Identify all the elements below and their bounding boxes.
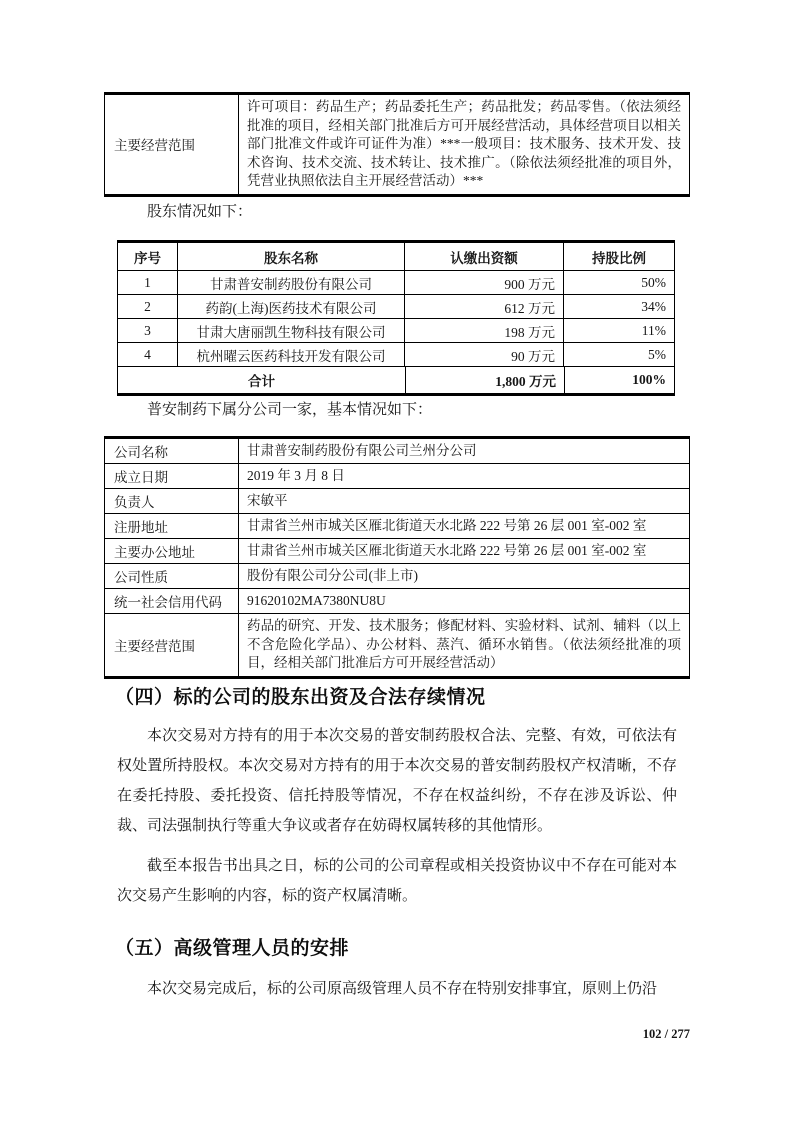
table-row xyxy=(118,319,674,343)
total-shareholding-ratio: 100% xyxy=(632,372,666,387)
shareholders-table xyxy=(117,240,675,396)
table-row xyxy=(118,295,674,319)
section4-paragraph-1: 本次交易对方持有的用于本次交易的普安制药股权合法、完整、有效，可依法有权处置所持股权。本次交易对方持有的用于本次交易的普安制药股权产权清晰，不存在委托持股、委托投资、信托持股等情况，不存在权益纠纷，不存在涉及诉讼、仲裁、司法强制执行等重大争议或者存在妨碍权属转移的其他情形。 xyxy=(117,728,677,834)
table-row xyxy=(118,271,674,295)
table-row xyxy=(105,489,689,514)
row-label: 主要办公地址 xyxy=(105,539,239,563)
section4-paragraph-2: 截至本报告书出具之日，标的公司的公司章程或相关投资协议中不存在可能对本次交易产生影响的内容，标的资产权属清晰。 xyxy=(117,858,677,904)
row-value: 甘肃省兰州市城关区雁北街道天水北路 222 号第 26 层 001 室-002 室 xyxy=(247,542,647,558)
cell-subscribed-capital: 90 万元 xyxy=(405,343,564,366)
branch-info-table xyxy=(104,436,690,679)
row-value: 91620102MA7380NU8U xyxy=(247,592,386,608)
section5-paragraph-1: 本次交易完成后，标的公司原高级管理人员不存在特别安排事宜，原则上仍沿 xyxy=(147,981,658,997)
cell-subscribed-capital: 900 万元 xyxy=(405,271,564,294)
header-no: 序号 xyxy=(118,243,178,270)
cell-subscribed-capital: 612 万元 xyxy=(405,295,564,318)
row-value: 药品的研究、开发、技术服务；修配材料、实验材料、试剂、辅料（以上不含危险化学品）、办公材料、蒸汽、循环水销售。（依法须经批准的项目，经相关部门批准后方可开展经营活动） xyxy=(247,618,681,670)
section-heading-4: （四）标的公司的股东出资及合法存续情况 xyxy=(115,687,486,708)
table-row xyxy=(105,564,689,589)
page-number: 102 / 277 xyxy=(642,1027,690,1041)
row-value: 甘肃省兰州市城关区雁北街道天水北路 222 号第 26 层 001 室-002 室 xyxy=(247,517,647,533)
row-value: 2019 年 3 月 8 日 xyxy=(247,467,345,483)
cell-shareholding-ratio: 11% xyxy=(641,322,666,338)
table-row xyxy=(105,95,689,194)
cell-shareholder-name: 甘肃普安制药股份有限公司 xyxy=(178,271,405,294)
cell-no: 2 xyxy=(118,295,178,318)
cell-no: 3 xyxy=(118,319,178,342)
row-label: 公司名称 xyxy=(105,439,239,463)
header-subscribed-capital: 认缴出资额 xyxy=(405,243,564,270)
row-label: 注册地址 xyxy=(105,514,239,538)
table-header-row xyxy=(118,243,674,271)
row-value: 宋敏平 xyxy=(247,492,288,508)
cell-subscribed-capital: 198 万元 xyxy=(405,319,564,342)
total-subscribed-capital: 1,800 万元 xyxy=(406,367,565,393)
table-row xyxy=(105,614,689,676)
row-value: 甘肃普安制药股份有限公司兰州分公司 xyxy=(247,442,477,458)
shareholders-intro-text: 股东情况如下： xyxy=(147,204,253,220)
header-shareholding-ratio: 持股比例 xyxy=(592,250,646,266)
carryover-business-scope-table xyxy=(104,92,690,197)
table-row xyxy=(105,464,689,489)
row-label: 成立日期 xyxy=(105,464,239,488)
cell-shareholder-name: 甘肃大唐丽凯生物科技有限公司 xyxy=(178,319,405,342)
total-label: 合计 xyxy=(118,367,406,393)
row-label: 公司性质 xyxy=(105,564,239,588)
section-heading-5: （五）高级管理人员的安排 xyxy=(115,938,350,959)
cell-no: 4 xyxy=(118,343,178,366)
cell-no: 1 xyxy=(118,271,178,294)
cell-shareholding-ratio: 50% xyxy=(641,274,666,290)
table-row xyxy=(105,439,689,464)
table-total-row xyxy=(118,367,674,393)
table-row xyxy=(118,343,674,367)
cell-shareholding-ratio: 5% xyxy=(648,346,666,362)
cell-shareholder-name: 药韵(上海)医药技术有限公司 xyxy=(178,295,405,318)
row-label: 主要经营范围 xyxy=(105,614,239,676)
header-shareholder-name: 股东名称 xyxy=(178,243,405,270)
branch-intro-text: 普安制药下属分公司一家，基本情况如下： xyxy=(147,402,433,418)
table-row xyxy=(105,539,689,564)
row-value: 股份有限公司分公司(非上市) xyxy=(247,567,418,583)
table-row xyxy=(105,589,689,614)
row-label: 负责人 xyxy=(105,489,239,513)
table-row xyxy=(105,514,689,539)
cell-shareholding-ratio: 34% xyxy=(641,298,666,314)
cell-shareholder-name: 杭州曜云医药科技开发有限公司 xyxy=(178,343,405,366)
row-label: 统一社会信用代码 xyxy=(105,589,239,613)
row-label: 主要经营范围 xyxy=(105,95,239,194)
row-value: 许可项目：药品生产；药品委托生产；药品批发；药品零售。（依法须经批准的项目，经相关部门批准后方可开展经营活动，具体经营项目以相关部门批准文件或许可证件为准）***一般项目：技术服务、技术开发、技术咨询、技术交流、技术转让、技术推广。（除依法须经批准的项目外，凭营业执照依法自主开展经营活动）*** xyxy=(247,99,681,188)
